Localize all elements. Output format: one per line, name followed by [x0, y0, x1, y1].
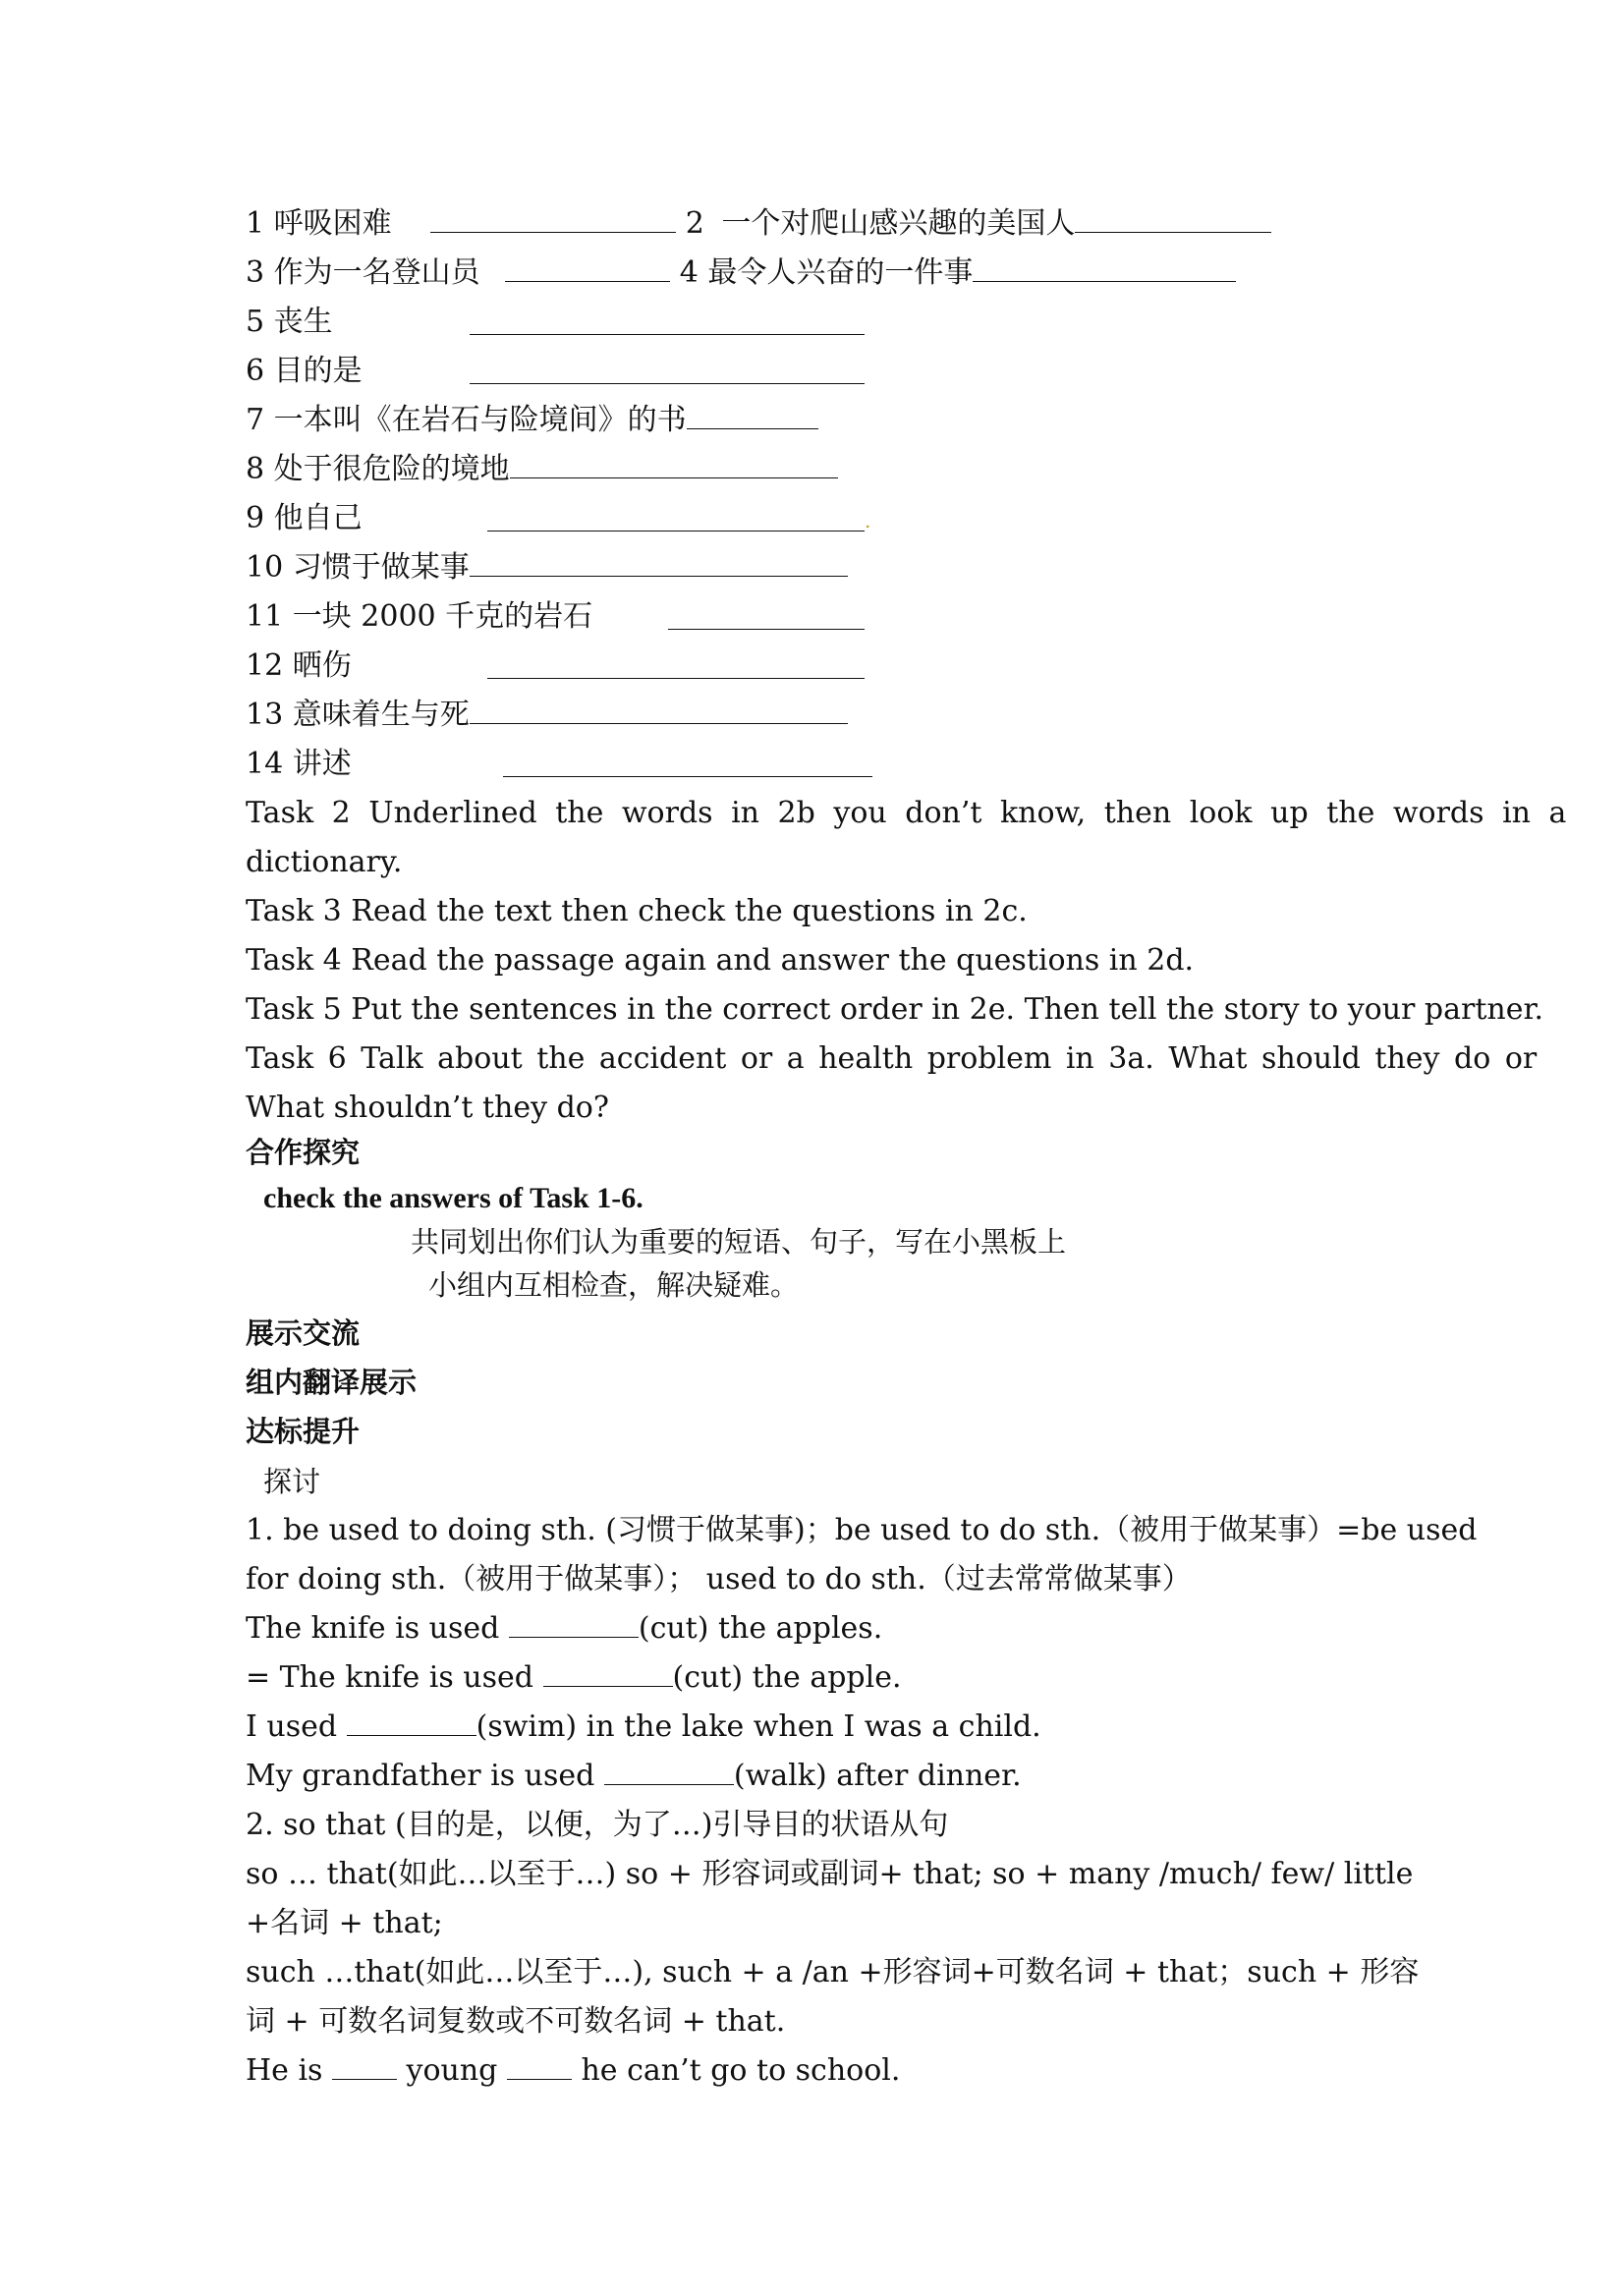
exercise-text: he can’t go to school. — [571, 2053, 901, 2088]
answer-blank[interactable] — [470, 307, 865, 335]
answer-blank[interactable] — [430, 204, 676, 233]
vocab-row-6 — [246, 352, 363, 391]
vocab-row-7 — [246, 401, 818, 440]
exercise-text: My grandfather is used — [246, 1759, 604, 1793]
so-that-rule-line-1: so … that(如此…以至于…) so + 形容词或副词+ that; so + many /much/ few/ little — [246, 1857, 1414, 1891]
task-2-line-1 — [246, 794, 1567, 833]
exercise-text: = The knife is used — [246, 1660, 543, 1695]
exercise-text: (cut) the apple. — [672, 1660, 902, 1695]
vocab-row-1-2 — [246, 204, 1271, 244]
vocab-row-11 — [246, 597, 592, 637]
vocab-text: 丧生 — [273, 305, 333, 339]
vocab-text: 最令人兴奋的一件事 — [707, 255, 974, 290]
vocab-num: 7 — [246, 403, 265, 437]
answer-blank[interactable] — [487, 650, 865, 679]
vocab-num: 2 — [685, 206, 704, 241]
answer-blank[interactable] — [973, 253, 1236, 282]
vocab-text: 呼吸困难 — [273, 206, 392, 241]
answer-blank[interactable] — [604, 1761, 734, 1785]
vocab-text: 晒伤 — [292, 648, 352, 683]
vocab-num: 10 — [246, 550, 284, 585]
exercise-text: He is — [246, 2053, 332, 2088]
vocab-row-13 — [246, 696, 848, 735]
so-that-rule-line-2: +名词 + that; — [246, 1906, 443, 1940]
vocab-text: 讲述 — [292, 747, 352, 781]
vocab-row-12 — [246, 646, 352, 686]
section-heading-target: 达标提升 — [246, 1417, 361, 1448]
exercise-text: young — [396, 2053, 507, 2088]
vocab-num: 8 — [246, 452, 265, 486]
vocab-num: 14 — [246, 747, 284, 781]
vocab-text: 一块 2000 千克的岩石 — [292, 599, 593, 634]
vocab-text: 一本叫《在岩石与险境间》的书 — [273, 403, 687, 437]
task-6-line-2: What shouldn’t they do? — [246, 1091, 609, 1125]
answer-blank[interactable] — [668, 601, 865, 630]
vocab-num: 4 — [679, 255, 699, 290]
vocab-num: 9 — [246, 501, 265, 535]
answer-blank[interactable] — [470, 696, 848, 724]
task-2-text: Task 2 Underlined the words in 2b you don’t know, then look up the words in a — [246, 796, 1567, 830]
exercise-text: I used — [246, 1709, 347, 1744]
answer-blank[interactable] — [510, 450, 838, 478]
section-heading-group: 组内翻译展示 — [246, 1368, 418, 1399]
exercise-text: (swim) in the lake when I was a child. — [476, 1709, 1041, 1744]
such-that-rule-line-1: such …that(如此…以至于…), such + a /an +形容词+可数名词 + that；such + 形容 — [246, 1955, 1420, 1989]
vocab-row-5 — [246, 303, 333, 342]
answer-blank[interactable] — [487, 503, 865, 532]
task-2-line-2: dictionary. — [246, 845, 403, 879]
vocab-text: 处于很危险的境地 — [273, 452, 510, 486]
vocab-num: 1 — [246, 206, 265, 241]
vocab-text: 一个对爬山感兴趣的美国人 — [721, 206, 1076, 241]
such-that-rule-line-2: 词 + 可数名词复数或不可数名词 + that. — [246, 2004, 786, 2039]
vocab-num: 13 — [246, 698, 284, 732]
grammar-point-2: 2. so that (目的是，以便，为了…)引导目的状语从句 — [246, 1808, 949, 1842]
section-heading-cooperate: 合作探究 — [246, 1138, 361, 1169]
exercise-2 — [246, 1658, 902, 1698]
vocab-text: 意味着生与死 — [292, 698, 470, 732]
vocab-num: 12 — [246, 648, 284, 683]
task-4: Task 4 Read the passage again and answer the questions in 2d. — [246, 943, 1195, 978]
answer-blank[interactable] — [1075, 204, 1271, 233]
exercise-text: (cut) the apples. — [638, 1611, 883, 1646]
cooperate-instruction-1: 共同划出你们认为重要的短语、句子，写在小黑板上 — [411, 1225, 1067, 1259]
answer-blank[interactable] — [470, 356, 865, 384]
exercise-1 — [246, 1609, 882, 1649]
answer-blank[interactable] — [509, 1613, 639, 1638]
vocab-text: 作为一名登山员 — [273, 255, 480, 290]
check-answers-line: check the answers of Task 1-6. — [263, 1182, 644, 1214]
answer-blank[interactable] — [347, 1711, 476, 1736]
vocab-row-9 — [246, 499, 871, 538]
answer-blank[interactable] — [332, 2055, 397, 2080]
vocab-text: 习惯于做某事 — [292, 550, 470, 585]
answer-blank[interactable] — [507, 2055, 572, 2080]
vocab-num: 3 — [246, 255, 265, 290]
exercise-4 — [246, 1757, 1022, 1796]
vocab-text: 他自己 — [273, 501, 363, 535]
vocab-row-10 — [246, 548, 848, 588]
vocab-num: 6 — [246, 354, 265, 388]
answer-blank[interactable] — [687, 401, 818, 429]
exercise-3 — [246, 1708, 1041, 1747]
vocab-num: 11 — [246, 599, 284, 634]
cooperate-instruction-2: 小组内互相检查，解决疑难。 — [428, 1268, 800, 1302]
answer-blank[interactable] — [505, 253, 670, 282]
answer-blank[interactable] — [470, 548, 848, 577]
grammar-point-1-line-1: 1. be used to doing sth. (习惯于做某事)；be used to do sth.（被用于做某事）=be used — [246, 1513, 1478, 1547]
grammar-point-1-line-2: for doing sth.（被用于做某事）； used to do sth.（过去常常做某事） — [246, 1562, 1192, 1596]
vocab-row-8 — [246, 450, 838, 489]
vocab-row-14 — [246, 745, 352, 784]
exercise-5 — [246, 2051, 900, 2091]
task-6-line-1: Task 6 Talk about the accident or a health problem in 3a. What should they do or — [246, 1041, 1538, 1076]
stray-mark: . — [865, 509, 871, 532]
task-5: Task 5 Put the sentences in the correct order in 2e. Then tell the story to your partner. — [246, 992, 1544, 1027]
exercise-text: The knife is used — [246, 1611, 509, 1646]
section-heading-show: 展示交流 — [246, 1318, 361, 1350]
answer-blank[interactable] — [503, 749, 872, 777]
vocab-text: 目的是 — [273, 354, 363, 388]
task-3: Task 3 Read the text then check the questions in 2c. — [246, 894, 1028, 928]
answer-blank[interactable] — [543, 1662, 673, 1687]
vocab-num: 5 — [246, 305, 265, 339]
exercise-text: (walk) after dinner. — [733, 1759, 1022, 1793]
sub-heading-discuss: 探讨 — [263, 1465, 321, 1498]
vocab-row-3-4 — [246, 253, 1236, 293]
